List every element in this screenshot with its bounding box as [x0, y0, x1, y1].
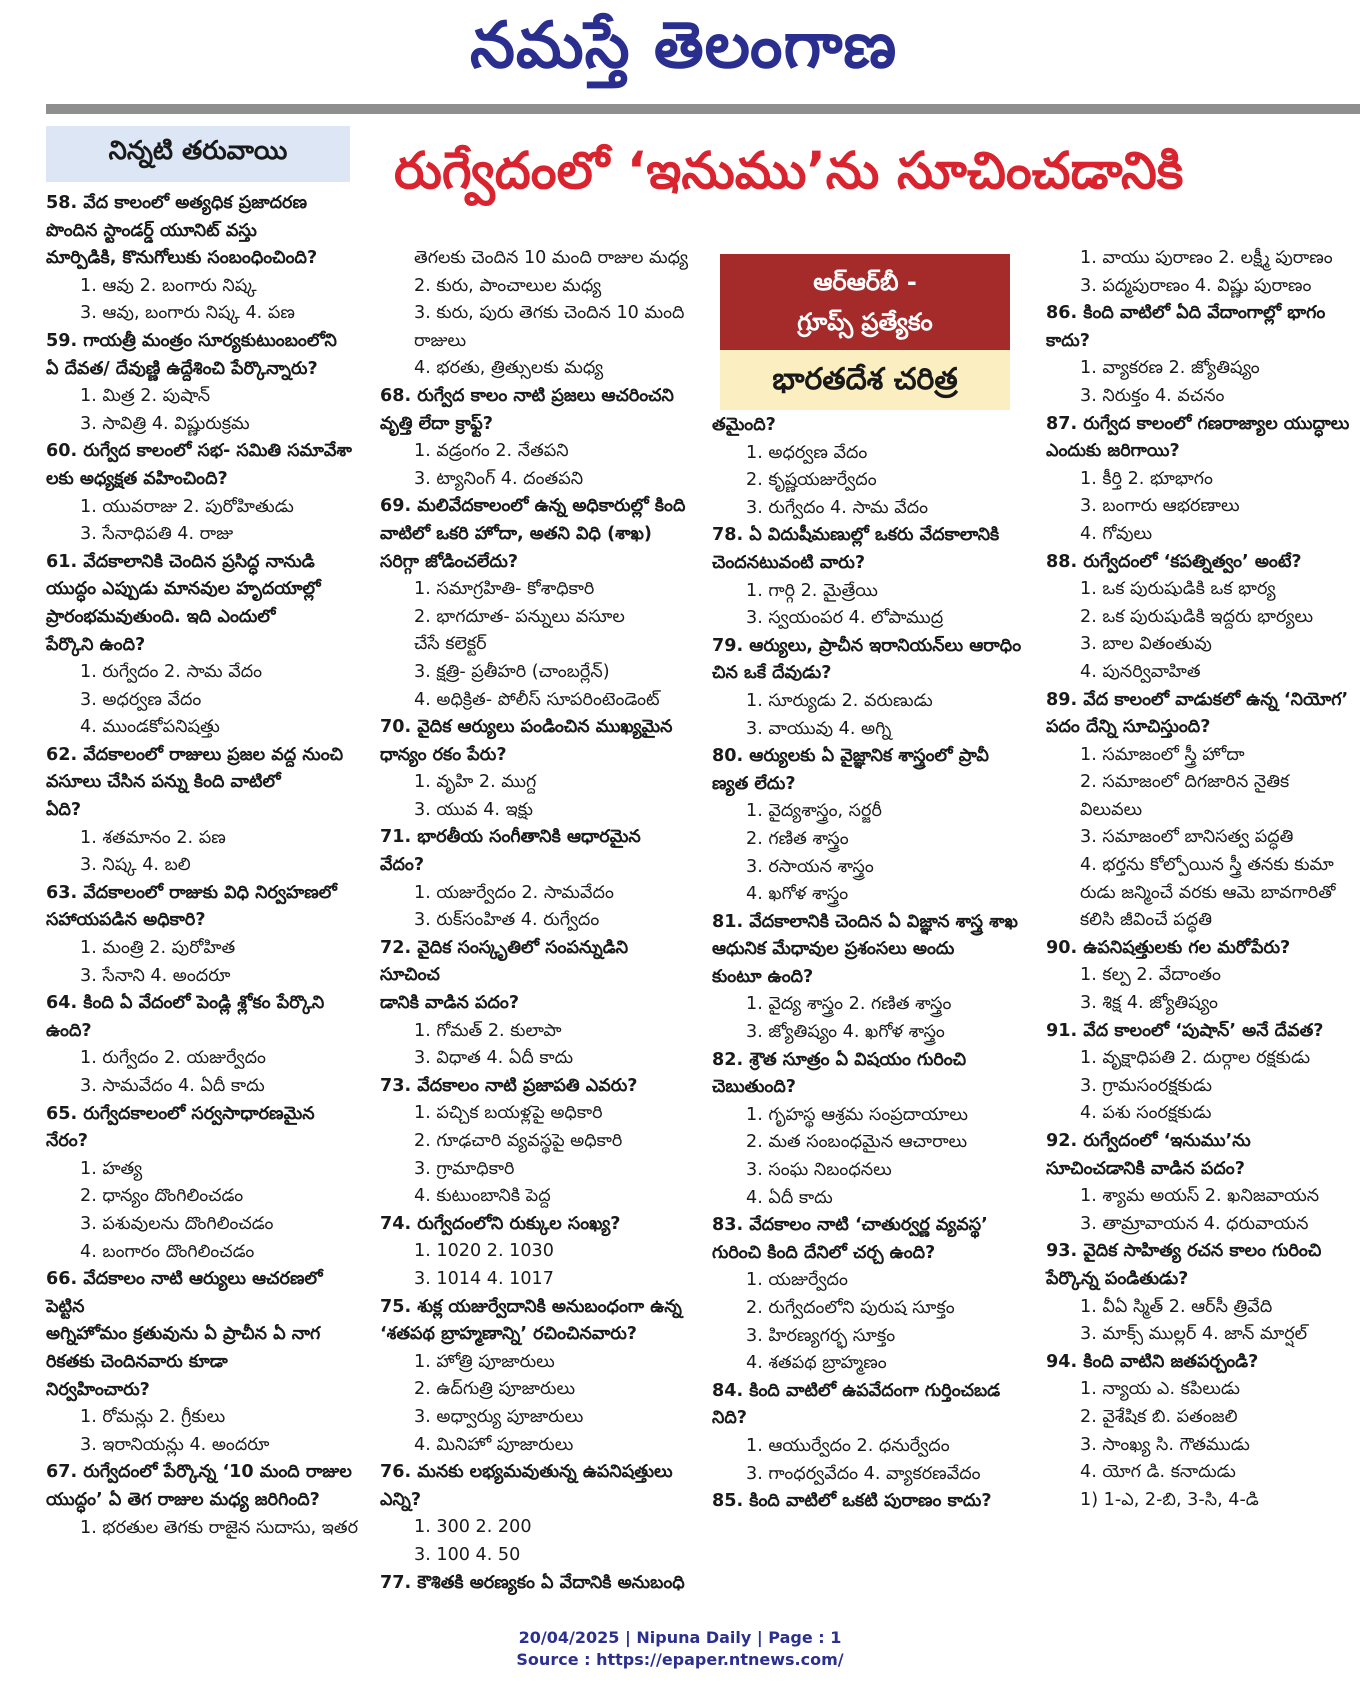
option-line: 1. యువరాజు 2. పురోహితుడు: [80, 496, 294, 517]
question-line: ఏ దేవత/ దేవుణ్ణి ఉద్దేశించి పేర్కొన్నారు?: [46, 358, 318, 379]
question-line: చెందనటువంటి వారు?: [712, 552, 866, 573]
question-line: పేర్కొన్న పండితుడు?: [1046, 1268, 1189, 1289]
option-line: 1. సమాగ్రహితి- కోశాధికారి: [414, 579, 595, 600]
option-line: 3. సేనాని 4. అందరూ: [80, 965, 231, 986]
question-line: 93. వైదిక సాహిత్య రచన కాలం గురించి: [1046, 1241, 1322, 1262]
option-line: విలువలు: [1080, 799, 1143, 820]
question-line: పొందిన స్టాండర్డ్ యూనిట్ వస్తు: [46, 220, 257, 241]
option-line: 1. కల్ప 2. వేదాంతం: [1080, 965, 1221, 986]
option-line: 1. వీఏ స్మిత్ 2. ఆర్‌సీ త్రివేది: [1080, 1296, 1273, 1317]
option-line: 4. కుటుంబానికి పెద్ద: [414, 1186, 551, 1207]
masthead-divider: [46, 104, 1360, 114]
option-line: 3. ట్యానింగ్ 4. దంతపని: [414, 468, 584, 489]
question-line: 73. వేదకాలం నాటి ప్రజాపతి ఎవరు?: [380, 1075, 638, 1096]
option-line: 1. వ్యాకరణ 2. జ్యోతిష్యం: [1080, 358, 1260, 379]
question-line: ‘శతపథ బ్రాహ్మణాన్ని’ రచించినవారు?: [380, 1324, 637, 1345]
option-line: 3. పద్మపురాణం 4. విష్ణు పురాణం: [1080, 275, 1312, 296]
question-line: చిన ఒకే దేవుడు?: [712, 663, 832, 684]
question-line: 87. రుగ్వేద కాలంలో గణరాజ్యాల యుద్ధాలు: [1046, 413, 1350, 434]
option-line: 1. రుగ్వేదం 2. యజుర్వేదం: [80, 1048, 266, 1069]
question-line: 94. కింది వాటిని జతపర్చండి?: [1046, 1351, 1259, 1372]
question-line: పదం దేన్ని సూచిస్తుంది?: [1046, 717, 1211, 738]
question-line: ఏది?: [46, 800, 82, 821]
question-line: అగ్నిహోమం క్రతువును ఏ ప్రాచీన ఏ నాగ: [46, 1324, 321, 1345]
option-line: 1. మిత్ర 2. పుషాన్: [80, 386, 211, 407]
question-line: 77. కౌశితకి అరణ్యకం ఏ వేదానికి అనుబంధి: [380, 1572, 685, 1593]
question-line: సహాయపడిన అధికారి?: [46, 910, 206, 931]
option-line: 3. 1014 4. 1017: [414, 1268, 554, 1289]
option-line: 3. సావిత్రి 4. విష్ణురుక్రమ: [80, 413, 250, 434]
question-line: సూచించడానికి వాడిన పదం?: [1046, 1158, 1245, 1179]
question-line: మార్పిడికి, కొనుగోలుకు సంబంధించింది?: [46, 248, 318, 269]
question-line: 88. రుగ్వేదంలో ‘కపత్నిత్వం’ అంటే?: [1046, 551, 1302, 572]
column-1: [46, 190, 358, 1542]
question-line: రికతకు చెందినవారు కూడా: [46, 1351, 228, 1372]
question-line: 82. శ్రౌత సూత్రం ఏ విషయం గురించి: [712, 1049, 967, 1070]
option-line: 3. రుక్‌సంహిత 4. రుగ్వేదం: [414, 910, 600, 931]
option-line: 1. గృహస్థ ఆశ్రమ సంప్రదాయాలు: [746, 1104, 968, 1125]
option-line: 1) 1-ఎ, 2-బి, 3-సి, 4-డి: [1080, 1489, 1259, 1510]
question-line: 74. రుగ్వేదంలోని రుక్కుల సంఖ్య?: [380, 1213, 621, 1234]
question-line: 65. రుగ్వేదకాలంలో సర్వసాధారణమైన: [46, 1103, 315, 1124]
question-line: 63. వేదకాలంలో రాజుకు విధి నిర్వహణలో: [46, 882, 337, 903]
question-line: గురించి కింది దేనిలో చర్చ ఉంది?: [712, 1242, 936, 1263]
option-line: 1. 300 2. 200: [414, 1517, 532, 1538]
option-line: 1. వైద్యశాస్త్రం, సర్జరీ: [746, 801, 882, 822]
option-line: 1. ఆవు 2. బంగారు నిష్క: [80, 275, 257, 296]
question-line: లకు అధ్యక్షత వహించింది?: [46, 468, 228, 489]
option-line: 1. సూర్యుడు 2. వరుణుడు: [746, 690, 933, 711]
question-line: నిర్వహించారు?: [46, 1379, 150, 1400]
question-line: ణ్యత లేదు?: [712, 773, 796, 794]
option-line: 3. సంఘ నిబంధనలు: [746, 1160, 892, 1181]
option-line: 4. యోగ డి. కనాదుడు: [1080, 1462, 1236, 1483]
question-line: 85. కింది వాటిలో ఒకటి పురాణం కాదు?: [712, 1491, 992, 1512]
question-line: 68. రుగ్వేద కాలం నాటి ప్రజలు ఆచరించని: [380, 385, 674, 406]
option-line: 1. సమాజంలో స్త్రీ హోదా: [1080, 744, 1245, 765]
option-line: రాజులు: [414, 330, 467, 351]
option-line: 1. ఆయుర్వేదం 2. ధనుర్వేదం: [746, 1435, 950, 1456]
option-line: 1. శ్యామ అయస్ 2. ఖనిజవాయన: [1080, 1186, 1320, 1207]
section-box: [720, 254, 1010, 410]
question-line: యుద్ధం ఎప్పుడు మానవుల హృదయాల్లో: [46, 579, 321, 600]
question-line: 92. రుగ్వేదంలో ‘ఇనుము’ను: [1046, 1131, 1251, 1151]
option-line: 1. న్యాయ ఎ. కపిలుడు: [1080, 1379, 1240, 1400]
option-line: 3. మాక్స్ ముల్లర్ 4. జాన్ మార్షల్: [1080, 1324, 1308, 1345]
option-line: 3. అధర్వణ వేదం: [80, 689, 202, 710]
option-line: 1. వృహి 2. ముగ్ద: [414, 772, 537, 793]
option-line: కలిసి జీవించే పద్ధతి: [1080, 910, 1212, 931]
question-line: 76. మనకు లభ్యమవుతున్న ఉపనిషత్తులు ఎన్ని?: [380, 1462, 673, 1510]
question-line: చెబుతుంది?: [712, 1077, 796, 1098]
question-line: తమైంది?: [712, 415, 776, 435]
option-line: 3. అధ్వార్యు పూజారులు: [414, 1406, 584, 1427]
option-line: 1. హత్య: [80, 1158, 143, 1179]
option-line: 3. సాంఖ్య సి. గౌతముడు: [1080, 1434, 1250, 1455]
option-line: 3. బంగారు ఆభరణాలు: [1080, 496, 1240, 517]
section-kicker: నిన్నటి తరువాయి: [46, 126, 350, 182]
option-line: 3. సేనాధిపతి 4. రాజు: [80, 524, 234, 545]
option-line: 4. శతపథ బ్రాహ్మణం: [746, 1353, 887, 1374]
option-line: 3. విధాత 4. ఏదీ కాదు: [414, 1048, 574, 1069]
option-line: 4. ఖగోళ శాస్త్రం: [746, 884, 849, 905]
question-line: 90. ఉపనిషత్తులకు గల మరోపేరు?: [1046, 937, 1291, 958]
option-line: 3. గ్రామసంరక్షకుడు: [1080, 1075, 1212, 1096]
question-line: ప్రారంభమవుతుంది. ఇది ఎందులో: [46, 606, 276, 627]
option-line: 3. క్షత్రి- ప్రతీహరి (చాంబర్లేన్): [414, 661, 610, 682]
box-line-2: గ్రూప్స్ ప్రత్యేకం: [797, 308, 933, 336]
question-line: ఎందుకు జరిగాయి?: [1046, 441, 1180, 462]
option-line: 2. కురు, పాంచాలుల మధ్య: [414, 275, 602, 296]
option-line: 4. పునర్వివాహిత: [1080, 661, 1201, 682]
option-line: 1. రుగ్వేదం 2. సామ వేదం: [80, 662, 263, 683]
question-line: 75. శుక్ల యజుర్వేదానికి అనుబంధంగా ఉన్న: [380, 1296, 682, 1317]
question-line: పేర్కొని ఉంది?: [46, 634, 146, 655]
option-line: 1. వాయు పురాణం 2. లక్ష్మీ పురాణం: [1080, 248, 1333, 268]
option-line: 1. హోత్రి పూజారులు: [414, 1351, 555, 1372]
question-line: 58. వేద కాలంలో అత్యధిక ప్రజాదరణ: [46, 193, 307, 213]
column-3: [712, 412, 1024, 1516]
question-line: 78. ఏ విదుషీమణుల్లో ఒకరు వేదకాలానికి: [712, 525, 1000, 546]
option-line: రుడు జన్మించే వరకు ఆమె బావగారితో: [1080, 882, 1336, 903]
option-line: 2. గూఢచారి వ్యవస్థపై అధికారి: [414, 1131, 623, 1151]
option-line: 3. నిరుక్తం 4. వచనం: [1080, 385, 1225, 406]
option-line: 3. శిక్ష 4. జ్యోతిష్యం: [1080, 993, 1218, 1014]
option-line: 3. ఇరానియన్లు 4. అందరూ: [80, 1434, 270, 1455]
question-line: 80. ఆర్యులకు ఏ వైజ్ఞానిక శాస్త్రంలో ప్రావీ: [712, 746, 989, 767]
option-line: 2. సమాజంలో దిగజారిన నైతిక: [1080, 772, 1290, 793]
option-line: 2. భాగదూత- పన్నులు వసూల: [414, 606, 625, 627]
section-box-header: [720, 254, 1010, 350]
column-4: [1046, 245, 1358, 1514]
question-line: 70. వైదిక ఆర్యులు పండించిన ముఖ్యమైన: [380, 717, 673, 738]
question-line: 59. గాయత్రీ మంత్రం సూర్యకుటుంబంలోని: [46, 330, 337, 351]
option-line: 4. బంగారం దొంగిలించడం: [80, 1241, 255, 1262]
question-line: 72. వైదిక సంస్కృతిలో సంపన్నుడిని సూచించ: [380, 937, 629, 986]
option-line: 2. ఉద్‌గుత్రి పూజారులు: [414, 1379, 576, 1400]
option-line: చేసే కలెక్టర్: [414, 634, 487, 655]
option-line: 3. హిరణ్యగర్భ సూక్తం: [746, 1325, 896, 1346]
question-line: నేరం?: [46, 1131, 88, 1152]
option-line: 1. మంత్రి 2. పురోహిత: [80, 938, 236, 959]
option-line: 1. గోమత్ 2. కులాపా: [414, 1020, 562, 1041]
option-line: 3. గాంధర్వవేదం 4. వ్యాకరణవేదం: [746, 1463, 981, 1484]
option-line: 4. ముండకోపనిషత్తు: [80, 717, 220, 738]
option-line: 4. అధిక్రిత- పోలీస్ సూపరింటెండెంట్: [414, 689, 660, 710]
option-line: 1. రోమన్లు 2. గ్రీకులు: [80, 1407, 226, 1428]
question-line: 64. కింది ఏ వేదంలో పెండ్లి శ్లోకం పేర్కొని: [46, 993, 325, 1014]
option-line: 3. సామవేదం 4. ఏదీ కాదు: [80, 1076, 265, 1096]
option-line: 2. మత సంబంధమైన ఆచారాలు: [746, 1132, 968, 1153]
option-line: 1. యజుర్వేదం 2. సామవేదం: [414, 882, 614, 903]
question-line: వసూలు చేసిన పన్ను కింది వాటిలో: [46, 772, 281, 793]
option-line: 1. శతమానం 2. పణ: [80, 827, 226, 848]
option-line: 3. యువ 4. ఇక్షు: [414, 799, 533, 820]
option-line: 1. అధర్వణ వేదం: [746, 442, 868, 463]
question-line: 81. వేదకాలానికి చెందిన ఏ విజ్ఞాన శాస్త్ర శాఖ: [712, 911, 1018, 932]
question-line: వృత్తి లేదా క్రాఫ్ట్?: [380, 413, 493, 434]
option-line: 4. భరతు, త్రిత్సులకు మధ్య: [414, 358, 604, 379]
question-line: 71. భారతీయ సంగీతానికి ఆధారమైన వేదం?: [380, 827, 641, 876]
option-line: 2. ధాన్యం దొంగిలించడం: [80, 1186, 244, 1207]
question-line: కాదు?: [1046, 330, 1090, 351]
option-line: 4. పశు సంరక్షకుడు: [1080, 1103, 1212, 1124]
option-line: 3. వాయువు 4. అగ్ని: [746, 718, 892, 739]
option-line: 3. పశువులను దొంగిలించడం: [80, 1213, 274, 1234]
option-line: 1. గార్గి 2. మైత్రేయి: [746, 580, 878, 601]
question-line: 91. వేద కాలంలో ‘పుషాన్’ అనే దేవత?: [1046, 1020, 1324, 1041]
option-line: 1. భరతుల తెగకు రాజైన సుదాసు, ఇతర: [80, 1517, 359, 1538]
option-line: 1. పచ్చిక బయళ్లపై అధికారి: [414, 1103, 603, 1124]
option-line: 1. ఒక పురుషుడికి ఒక భార్య: [1080, 579, 1276, 600]
question-line: 62. వేదకాలంలో రాజులు ప్రజల వద్ద నుంచి: [46, 744, 344, 765]
footer-date-line: 20/04/2025 | Nipuna Daily | Page : 1: [518, 1628, 842, 1647]
option-line: 4. ఏదీ కాదు: [746, 1187, 833, 1208]
option-line: 2. కృష్ణయజుర్వేదం: [746, 470, 877, 491]
option-line: 1. వడ్రంగం 2. నేతపని: [414, 441, 569, 462]
question-line: నిది?: [712, 1408, 747, 1429]
option-line: 4. భర్తను కోల్పోయిన స్త్రీ తనకు కుమా: [1080, 855, 1334, 876]
headline: రుగ్వేదంలో ‘ఇనుము’ను సూచించడానికి: [394, 142, 1184, 201]
option-line: 2. వైశేషిక బి. పతంజలి: [1080, 1406, 1238, 1427]
question-line: 89. వేద కాలంలో వాడుకలో ఉన్న ‘నియోగ’: [1046, 689, 1349, 710]
question-line: 84. కింది వాటిలో ఉపవేదంగా గుర్తించబడ: [712, 1380, 1001, 1401]
question-line: 61. వేదకాలానికి చెందిన ప్రసిద్ధ నానుడి: [46, 551, 315, 572]
question-line: 66. వేదకాలం నాటి ఆర్యులు ఆచరణలో పెట్టిన: [46, 1269, 323, 1317]
option-line: తెగలకు చెందిన 10 మంది రాజుల మధ్య: [414, 248, 689, 268]
question-line: 67. రుగ్వేదంలో పేర్కొన్న ‘10 మంది రాజుల: [46, 1462, 352, 1483]
option-line: 1. వృక్షాధిపతి 2. దుర్గాల రక్షకుడు: [1080, 1048, 1311, 1069]
option-line: 1. 1020 2. 1030: [414, 1241, 554, 1262]
option-line: 3. సమాజంలో బానిసత్వ పద్ధతి: [1080, 827, 1294, 848]
box-line-1: ఆర్‌ఆర్‌బీ -: [813, 268, 917, 296]
option-line: 3. గ్రామాధికారి: [414, 1158, 515, 1179]
option-line: 3. రసాయన శాస్త్రం: [746, 856, 874, 877]
footer-source-line: Source : https://epaper.ntnews.com/: [516, 1650, 844, 1669]
question-line: 79. ఆర్యులు, ప్రాచీన ఇరానియన్‌లు ఆరాధిం: [712, 635, 1022, 656]
question-line: యుద్ధం’ ఏ తెగ రాజుల మధ్య జరిగింది?: [46, 1489, 320, 1510]
question-line: 86. కింది వాటిలో ఏది వేదాంగాల్లో భాగం: [1046, 303, 1326, 324]
option-line: 1. కీర్తి 2. భూభాగం: [1080, 468, 1213, 489]
question-line: డానికి వాడిన పదం?: [380, 993, 520, 1014]
option-line: 3. రుగ్వేదం 4. సామ వేదం: [746, 497, 929, 518]
option-line: 3. 100 4. 50: [414, 1544, 521, 1565]
question-line: ఉంది?: [46, 1020, 92, 1041]
option-line: 3. స్వయంపర 4. లోపాముద్ర: [746, 608, 944, 629]
option-line: 3. తామ్రావాయన 4. ధరువాయన: [1080, 1213, 1309, 1234]
column-2: [380, 245, 690, 1597]
question-line: 83. వేదకాలం నాటి ‘చాతుర్వర్ణ వ్యవస్థ’: [712, 1215, 988, 1236]
question-line: 69. మలివేదకాలంలో ఉన్న అధికారుల్లో కింది: [380, 496, 686, 517]
option-line: 3. జ్యోతిష్యం 4. ఖగోళ శాస్త్రం: [746, 1022, 945, 1043]
option-line: 3. కురు, పురు తెగకు చెందిన 10 మంది: [414, 303, 685, 324]
option-line: 1. యజుర్వేదం: [746, 1270, 848, 1291]
option-line: 2. రుగ్వేదంలోని పురుష సూక్తం: [746, 1298, 955, 1318]
masthead-logo: నమస్తే తెలంగాణ: [470, 8, 898, 83]
question-line: 60. రుగ్వేద కాలంలో సభ- సమితి సమావేశా: [46, 441, 352, 462]
option-line: 2. గణిత శాస్త్రం: [746, 828, 849, 849]
question-line: సరిగ్గా జోడించలేదు?: [380, 551, 519, 572]
question-line: ఆధునిక మేధావుల ప్రశంసలు అందు: [712, 939, 955, 960]
question-line: వాటిలో ఒకరి హోదా, అతని విధి (శాఖ): [380, 523, 652, 544]
option-line: 4. మినిహో పూజారులు: [414, 1434, 574, 1455]
option-line: 3. నిష్క 4. బలి: [80, 855, 191, 876]
option-line: 1. వైద్య శాస్త్రం 2. గణిత శాస్త్రం: [746, 994, 952, 1015]
question-line: కుంటూ ఉంది?: [712, 966, 814, 987]
option-line: 2. ఒక పురుషుడికి ఇద్దరు భార్యలు: [1080, 606, 1314, 627]
box-subject: భారతదేశ చరిత్ర: [720, 350, 1010, 410]
option-line: 4. గోవులు: [1080, 523, 1153, 544]
option-line: 3. ఆవు, బంగారు నిష్క 4. పణ: [80, 303, 295, 324]
question-line: ధాన్యం రకం పేరు?: [380, 744, 507, 765]
option-line: 3. బాల వితంతువు: [1080, 634, 1212, 655]
